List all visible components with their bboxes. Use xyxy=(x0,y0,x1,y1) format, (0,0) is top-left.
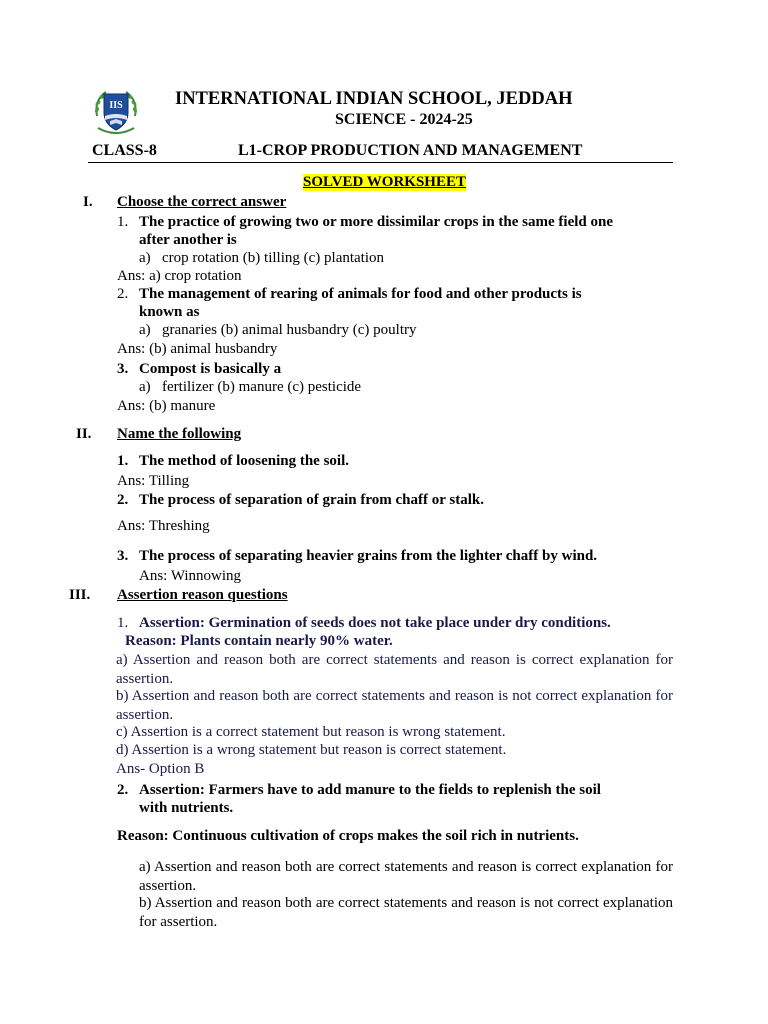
school-name: INTERNATIONAL INDIAN SCHOOL, JEDDAH xyxy=(175,89,573,109)
s1-q3-number: 3. xyxy=(117,361,129,377)
school-crest-icon xyxy=(88,88,144,138)
s1-q2-options: granaries (b) animal husbandry (c) poultry xyxy=(162,322,417,338)
s3-q2-assertion-line1: Assertion: Farmers have to add manure to the fields to replenish the soil xyxy=(139,782,601,798)
s2-q1-number: 1. xyxy=(117,453,129,469)
s2-q2-text: The process of separation of grain from chaff or stalk. xyxy=(139,492,484,508)
s3-q2-reason: Reason: Continuous cultivation of crops makes the soil rich in nutrients. xyxy=(117,828,579,844)
s3-q1-answer: Ans- Option B xyxy=(116,761,205,777)
s1-q3-options: fertilizer (b) manure (c) pesticide xyxy=(162,379,362,395)
s1-q1-number: 1. xyxy=(117,214,129,230)
s1-q1-text-line1: The practice of growing two or more dissimilar crops in the same field one xyxy=(139,214,613,230)
s1-q2-answer: Ans: (b) animal husbandry xyxy=(117,341,278,357)
s1-q1-answer: Ans: a) crop rotation xyxy=(117,268,242,284)
s2-q1-text: The method of loosening the soil. xyxy=(139,453,350,469)
worksheet-title: SOLVED WORKSHEET xyxy=(303,174,466,190)
s1-q2-text-line1: The management of rearing of animals for food and other products is xyxy=(139,286,582,302)
s3-q2-number: 2. xyxy=(117,782,129,798)
school-logo xyxy=(88,88,144,138)
s1-q2-number: 2. xyxy=(117,286,129,302)
s3-q1-reason: Reason: Plants contain nearly 90% water. xyxy=(125,633,393,649)
header-divider xyxy=(88,162,673,163)
s3-q1-option-a: a) Assertion and reason both are correct statements and reason is correct explanation for assertion. xyxy=(116,652,673,687)
s1-q2-text-line2: known as xyxy=(139,304,200,320)
s2-q2-number: 2. xyxy=(117,492,129,508)
s2-q3-number: 3. xyxy=(117,548,129,564)
section-1-number: I. xyxy=(83,194,93,210)
s1-q1-options: crop rotation (b) tilling (c) plantation xyxy=(162,250,385,266)
svg-text:IIS: IIS xyxy=(109,100,123,111)
s2-q2-answer: Ans: Threshing xyxy=(117,518,210,534)
s3-q2-option-b: b) Assertion and reason both are correct statements and reason is not correct explanation for assertion. xyxy=(139,895,673,930)
s3-q1-number: 1. xyxy=(117,615,129,631)
section-2-number: II. xyxy=(76,426,92,442)
s2-q3-answer: Ans: Winnowing xyxy=(139,568,242,584)
s1-q2-option-label: a) xyxy=(139,322,151,338)
s1-q3-option-label: a) xyxy=(139,379,151,395)
s3-q2-assertion-line2: with nutrients. xyxy=(139,800,234,816)
class-label: CLASS-8 xyxy=(92,142,157,159)
chapter-title: L1-CROP PRODUCTION AND MANAGEMENT xyxy=(238,142,583,159)
section-2-title: Name the following xyxy=(117,426,242,442)
s3-q1-option-d: d) Assertion is a wrong statement but reason is correct statement. xyxy=(116,742,507,758)
subject-year: SCIENCE - 2024-25 xyxy=(335,111,473,128)
s3-q1-option-c: c) Assertion is a correct statement but reason is wrong statement. xyxy=(116,724,506,740)
s2-q3-text: The process of separating heavier grains from the lighter chaff by wind. xyxy=(139,548,598,564)
s1-q3-text: Compost is basically a xyxy=(139,361,282,377)
s3-q1-option-b: b) Assertion and reason both are correct statements and reason is not correct explanation for assertion. xyxy=(116,688,673,723)
s1-q1-option-label: a) xyxy=(139,250,151,266)
s2-q1-answer: Ans: Tilling xyxy=(117,473,190,489)
section-3-title: Assertion reason questions xyxy=(117,587,288,603)
s1-q1-text-line2: after another is xyxy=(139,232,237,248)
s3-q2-option-a: a) Assertion and reason both are correct statements and reason is correct explanation for assertion. xyxy=(139,859,673,894)
section-1-title: Choose the correct answer xyxy=(117,194,287,210)
s3-q1-assertion: Assertion: Germination of seeds does not take place under dry conditions. xyxy=(139,615,611,631)
section-3-number: III. xyxy=(69,587,91,603)
s1-q3-answer: Ans: (b) manure xyxy=(117,398,216,414)
